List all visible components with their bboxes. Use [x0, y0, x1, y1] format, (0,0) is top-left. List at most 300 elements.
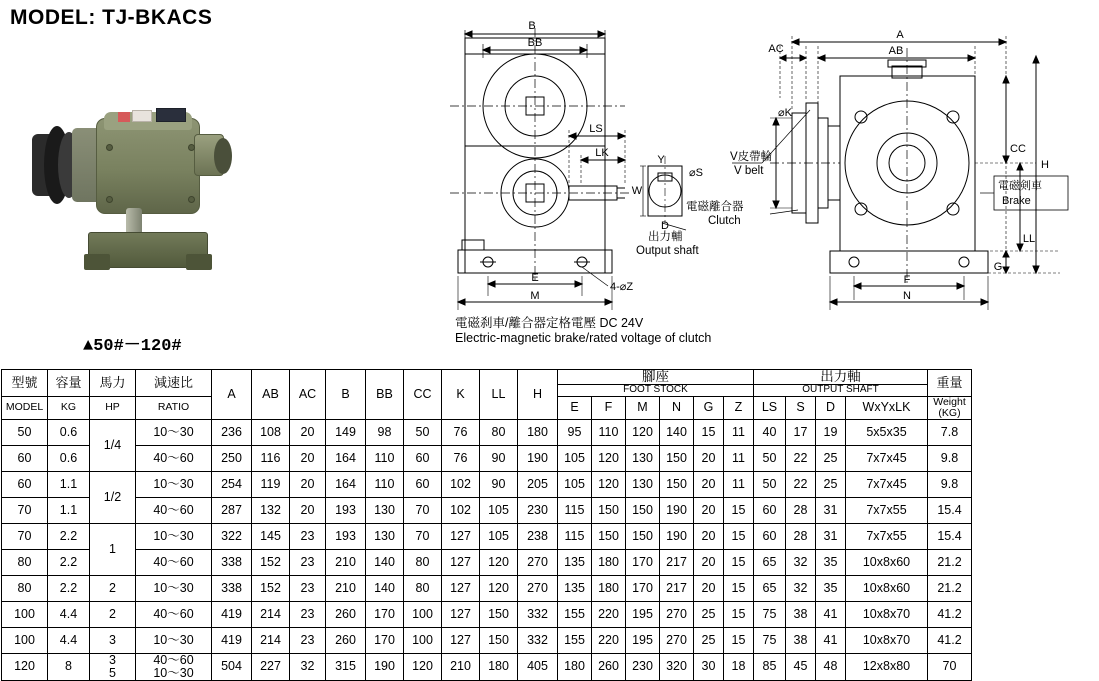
cell-weight: 9.8 — [928, 445, 972, 471]
cell-N: 190 — [660, 497, 694, 523]
cell-WxYxLK: 7x7x55 — [846, 497, 928, 523]
cell-LL: 120 — [480, 575, 518, 601]
cell-N: 150 — [660, 471, 694, 497]
cell-G: 20 — [694, 497, 724, 523]
cell-F: 260 — [592, 653, 626, 680]
cell-S: 28 — [786, 497, 816, 523]
cell-LS: 65 — [754, 575, 786, 601]
header-ratio-en: RATIO — [136, 396, 212, 419]
cell-S: 22 — [786, 471, 816, 497]
cell-A: 322 — [212, 523, 252, 549]
svg-text:AB: AB — [888, 45, 904, 57]
cell-weight: 70 — [928, 653, 972, 680]
cell-H: 230 — [518, 497, 558, 523]
cell-ratio: 40～60 — [136, 497, 212, 523]
cell-B: 149 — [326, 419, 366, 445]
table-row — [2, 575, 972, 601]
cell-E: 95 — [558, 419, 592, 445]
cell-hp: 1/4 — [90, 419, 136, 471]
cell-M: 130 — [626, 471, 660, 497]
cell-D: 35 — [816, 549, 846, 575]
cell-weight: 15.4 — [928, 497, 972, 523]
cell-capacity: 2.2 — [48, 549, 90, 575]
cell-WxYxLK: 5x5x35 — [846, 419, 928, 445]
cell-A: 236 — [212, 419, 252, 445]
cell-G: 20 — [694, 445, 724, 471]
cell-LS: 75 — [754, 627, 786, 653]
svg-text:⌀S: ⌀S — [689, 167, 703, 179]
cell-N: 150 — [660, 445, 694, 471]
cell-BB: 140 — [366, 575, 404, 601]
svg-text:BB: BB — [527, 37, 543, 49]
cell-model: 80 — [2, 549, 48, 575]
cell-D: 41 — [816, 627, 846, 653]
cell-Z: 11 — [724, 445, 754, 471]
cell-D: 25 — [816, 445, 846, 471]
svg-text:N: N — [903, 290, 911, 302]
cell-S: 22 — [786, 445, 816, 471]
svg-text:B: B — [528, 20, 536, 32]
photo-bolt — [106, 144, 113, 151]
cell-K: 76 — [442, 419, 480, 445]
cell-H: 238 — [518, 523, 558, 549]
cell-K: 210 — [442, 653, 480, 680]
cell-BB: 130 — [366, 497, 404, 523]
cell-model: 80 — [2, 575, 48, 601]
cell-M: 195 — [626, 601, 660, 627]
header-capacity-en: KG — [48, 396, 90, 419]
svg-text:F: F — [903, 274, 911, 286]
header-foot-N: N — [660, 396, 694, 419]
cell-weight: 15.4 — [928, 523, 972, 549]
cell-G: 25 — [694, 627, 724, 653]
cell-AB: 119 — [252, 471, 290, 497]
cell-ratio: 40～60 — [136, 549, 212, 575]
cell-BB: 140 — [366, 549, 404, 575]
cell-D: 19 — [816, 419, 846, 445]
cell-AC: 23 — [290, 601, 326, 627]
svg-text:Clutch: Clutch — [708, 215, 741, 227]
cell-D: 48 — [816, 653, 846, 680]
cell-G: 25 — [694, 601, 724, 627]
photo-right-flange — [214, 138, 232, 174]
cell-A: 419 — [212, 627, 252, 653]
cell-capacity: 4.4 — [48, 627, 90, 653]
cell-AB: 132 — [252, 497, 290, 523]
cell-K: 127 — [442, 523, 480, 549]
cell-N: 217 — [660, 575, 694, 601]
cell-LL: 90 — [480, 445, 518, 471]
table-row — [2, 471, 972, 497]
cell-capacity: 2.2 — [48, 575, 90, 601]
cell-H: 405 — [518, 653, 558, 680]
header-dim-LL: LL — [480, 370, 518, 420]
header-shaft-D: D — [816, 396, 846, 419]
cell-model: 50 — [2, 419, 48, 445]
header-foot-M: M — [626, 396, 660, 419]
cell-BB: 130 — [366, 523, 404, 549]
cell-WxYxLK: 7x7x45 — [846, 471, 928, 497]
cell-ratio: 10～30 — [136, 627, 212, 653]
cell-BB: 98 — [366, 419, 404, 445]
svg-text:H: H — [1041, 159, 1049, 171]
cell-capacity: 2.2 — [48, 523, 90, 549]
cell-LL: 150 — [480, 601, 518, 627]
cell-H: 332 — [518, 601, 558, 627]
cell-weight: 7.8 — [928, 419, 972, 445]
svg-text:D: D — [661, 220, 669, 232]
cell-E: 105 — [558, 471, 592, 497]
header-hp: 馬力 — [90, 370, 136, 397]
cell-weight: 41.2 — [928, 601, 972, 627]
cell-H: 270 — [518, 549, 558, 575]
cell-capacity: 0.6 — [48, 445, 90, 471]
cell-B: 260 — [326, 601, 366, 627]
cell-N: 320 — [660, 653, 694, 680]
cell-S: 32 — [786, 549, 816, 575]
page-title: MODEL: TJ-BKACS — [10, 6, 213, 29]
cell-S: 45 — [786, 653, 816, 680]
svg-text:V皮帶輪: V皮帶輪 — [730, 151, 773, 163]
cell-AC: 20 — [290, 471, 326, 497]
svg-text:4-⌀Z: 4-⌀Z — [610, 281, 634, 293]
cell-E: 135 — [558, 549, 592, 575]
cell-B: 164 — [326, 445, 366, 471]
cell-G: 20 — [694, 523, 724, 549]
cell-E: 155 — [558, 627, 592, 653]
cell-G: 20 — [694, 575, 724, 601]
header-dim-CC: CC — [404, 370, 442, 420]
cell-BB: 190 — [366, 653, 404, 680]
cell-A: 287 — [212, 497, 252, 523]
cell-D: 25 — [816, 471, 846, 497]
cell-E: 135 — [558, 575, 592, 601]
cell-D: 41 — [816, 601, 846, 627]
header-dim-BB: BB — [366, 370, 404, 420]
cell-H: 205 — [518, 471, 558, 497]
cell-H: 270 — [518, 575, 558, 601]
cell-M: 195 — [626, 627, 660, 653]
cell-LL: 120 — [480, 549, 518, 575]
svg-text:電磁離合器: 電磁離合器 — [686, 201, 744, 213]
cell-WxYxLK: 10x8x60 — [846, 575, 928, 601]
photo-label-dark — [156, 108, 186, 122]
cell-AC: 32 — [290, 653, 326, 680]
cell-capacity: 0.6 — [48, 419, 90, 445]
cell-N: 140 — [660, 419, 694, 445]
cell-H: 190 — [518, 445, 558, 471]
photo-label-white — [132, 110, 152, 122]
cell-hp: 1 — [90, 523, 136, 575]
header-ratio: 減速比 — [136, 370, 212, 397]
table-row — [2, 653, 972, 680]
cell-K: 102 — [442, 497, 480, 523]
cell-N: 270 — [660, 627, 694, 653]
voltage-note-en: Electric-magnetic brake/rated voltage of clutch — [455, 331, 712, 345]
cell-F: 120 — [592, 445, 626, 471]
cell-BB: 170 — [366, 627, 404, 653]
cell-F: 110 — [592, 419, 626, 445]
photo-label-red — [118, 112, 130, 122]
cell-CC: 60 — [404, 471, 442, 497]
svg-text:CC: CC — [1010, 143, 1026, 155]
cell-CC: 50 — [404, 419, 442, 445]
cell-K: 127 — [442, 601, 480, 627]
cell-N: 270 — [660, 601, 694, 627]
cell-AC: 23 — [290, 627, 326, 653]
cell-ratio: 10～30 — [136, 471, 212, 497]
product-photo — [22, 92, 232, 302]
cell-model: 120 — [2, 653, 48, 680]
table-row — [2, 601, 972, 627]
cell-Z: 18 — [724, 653, 754, 680]
cell-N: 190 — [660, 523, 694, 549]
cell-ratio: 40～60 — [136, 601, 212, 627]
cell-AB: 227 — [252, 653, 290, 680]
svg-text:LS: LS — [589, 123, 603, 135]
svg-text:V belt: V belt — [734, 165, 764, 177]
svg-text:出力輔: 出力輔 — [648, 231, 683, 243]
header-group-footstock: 腳座 — [558, 370, 754, 385]
cell-A: 254 — [212, 471, 252, 497]
header-weight-en: Weight (KG) — [928, 396, 972, 419]
cell-D: 35 — [816, 575, 846, 601]
cell-ratio: 40～60 — [136, 445, 212, 471]
cell-model: 70 — [2, 523, 48, 549]
cell-Z: 15 — [724, 549, 754, 575]
cell-F: 220 — [592, 601, 626, 627]
cell-BB: 110 — [366, 471, 404, 497]
cell-WxYxLK: 10x8x70 — [846, 601, 928, 627]
cell-WxYxLK: 12x8x80 — [846, 653, 928, 680]
svg-text:AC: AC — [768, 43, 784, 55]
cell-model: 70 — [2, 497, 48, 523]
spec-table — [1, 369, 972, 681]
cell-S: 38 — [786, 627, 816, 653]
header-foot-Z: Z — [724, 396, 754, 419]
cell-S: 32 — [786, 575, 816, 601]
header-dim-K: K — [442, 370, 480, 420]
cell-AC: 23 — [290, 575, 326, 601]
cell-LS: 60 — [754, 523, 786, 549]
header-group-outputshaft: 出力軸 — [754, 370, 928, 385]
cell-model: 60 — [2, 471, 48, 497]
cell-M: 130 — [626, 445, 660, 471]
cell-model: 60 — [2, 445, 48, 471]
cell-A: 504 — [212, 653, 252, 680]
cell-LL: 80 — [480, 419, 518, 445]
cell-A: 419 — [212, 601, 252, 627]
cell-AB: 152 — [252, 575, 290, 601]
cell-weight: 41.2 — [928, 627, 972, 653]
cell-G: 30 — [694, 653, 724, 680]
cell-E: 115 — [558, 523, 592, 549]
cell-M: 170 — [626, 549, 660, 575]
voltage-note-cn: 電磁刹車/離合器定格電壓 DC 24V — [455, 316, 644, 330]
table-body — [2, 419, 972, 680]
cell-Z: 15 — [724, 627, 754, 653]
cell-Z: 15 — [724, 523, 754, 549]
header-group-outputshaft-en: OUTPUT SHAFT — [754, 385, 928, 397]
svg-text:G: G — [993, 261, 1003, 273]
photo-foot-left — [84, 254, 110, 270]
cell-LL: 105 — [480, 497, 518, 523]
cell-BB: 170 — [366, 601, 404, 627]
header-model: 型號 — [2, 370, 48, 397]
photo-bolt — [188, 196, 195, 203]
header-dim-AB: AB — [252, 370, 290, 420]
cell-hp: 1/2 — [90, 471, 136, 523]
cell-AB: 108 — [252, 419, 290, 445]
cell-S: 28 — [786, 523, 816, 549]
cell-hp: 3 — [90, 627, 136, 653]
cell-AB: 152 — [252, 549, 290, 575]
header-group-footstock-en: FOOT STOCK — [558, 385, 754, 397]
cell-LL: 150 — [480, 627, 518, 653]
cell-AC: 20 — [290, 419, 326, 445]
cell-AC: 23 — [290, 523, 326, 549]
cell-E: 180 — [558, 653, 592, 680]
cell-M: 120 — [626, 419, 660, 445]
cell-LS: 40 — [754, 419, 786, 445]
header-weight: 重量 — [928, 370, 972, 397]
cell-CC: 80 — [404, 549, 442, 575]
cell-M: 230 — [626, 653, 660, 680]
cell-F: 150 — [592, 497, 626, 523]
table-row — [2, 497, 972, 523]
cell-AC: 20 — [290, 497, 326, 523]
cell-CC: 120 — [404, 653, 442, 680]
svg-text:LL: LL — [1022, 233, 1036, 245]
header-hp-en: HP — [90, 396, 136, 419]
cell-AB: 214 — [252, 627, 290, 653]
cell-B: 193 — [326, 497, 366, 523]
cell-CC: 70 — [404, 523, 442, 549]
cell-E: 155 — [558, 601, 592, 627]
size-range-caption: ▲50#－120# — [83, 337, 182, 356]
cell-AB: 214 — [252, 601, 290, 627]
cell-AB: 145 — [252, 523, 290, 549]
cell-CC: 60 — [404, 445, 442, 471]
cell-H: 180 — [518, 419, 558, 445]
cell-D: 31 — [816, 523, 846, 549]
svg-text:Y: Y — [657, 154, 665, 166]
cell-D: 31 — [816, 497, 846, 523]
cell-CC: 100 — [404, 601, 442, 627]
table-row — [2, 549, 972, 575]
photo-foot-right — [186, 254, 212, 270]
photo-bolt — [188, 144, 195, 151]
cell-Z: 15 — [724, 601, 754, 627]
cell-F: 150 — [592, 523, 626, 549]
cell-LL: 90 — [480, 471, 518, 497]
svg-text:A: A — [896, 29, 904, 41]
cell-Z: 11 — [724, 471, 754, 497]
cell-ratio: 10～30 — [136, 523, 212, 549]
table-header-row-1 — [2, 370, 972, 385]
header-foot-G: G — [694, 396, 724, 419]
cell-N: 217 — [660, 549, 694, 575]
cell-capacity: 8 — [48, 653, 90, 680]
cell-A: 338 — [212, 575, 252, 601]
header-shaft-S: S — [786, 396, 816, 419]
cell-capacity: 1.1 — [48, 497, 90, 523]
cell-M: 170 — [626, 575, 660, 601]
svg-text:M: M — [530, 290, 540, 302]
cell-CC: 100 — [404, 627, 442, 653]
cell-G: 15 — [694, 419, 724, 445]
cell-hp: 2 — [90, 601, 136, 627]
cell-B: 260 — [326, 627, 366, 653]
cell-Z: 15 — [724, 575, 754, 601]
cell-WxYxLK: 10x8x60 — [846, 549, 928, 575]
svg-text:W: W — [631, 185, 643, 197]
photo-bolt — [106, 196, 113, 203]
cell-LS: 50 — [754, 471, 786, 497]
cell-ratio: 10～30 — [136, 575, 212, 601]
cell-CC: 70 — [404, 497, 442, 523]
cell-F: 180 — [592, 575, 626, 601]
header-foot-F: F — [592, 396, 626, 419]
cell-M: 150 — [626, 523, 660, 549]
header-dim-AC: AC — [290, 370, 326, 420]
cell-K: 102 — [442, 471, 480, 497]
cell-capacity: 1.1 — [48, 471, 90, 497]
header-capacity: 容量 — [48, 370, 90, 397]
cell-F: 180 — [592, 549, 626, 575]
cell-LS: 65 — [754, 549, 786, 575]
cell-model: 100 — [2, 627, 48, 653]
header-shaft-WYLK: WxYxLK — [846, 396, 928, 419]
cell-model: 100 — [2, 601, 48, 627]
cell-B: 210 — [326, 575, 366, 601]
svg-text:電磁剣車: 電磁剣車 — [998, 180, 1042, 192]
cell-K: 127 — [442, 549, 480, 575]
cell-S: 17 — [786, 419, 816, 445]
cell-ratio: 10～30 — [136, 419, 212, 445]
cell-S: 38 — [786, 601, 816, 627]
cell-K: 127 — [442, 575, 480, 601]
cell-A: 250 — [212, 445, 252, 471]
cell-E: 105 — [558, 445, 592, 471]
cell-Z: 11 — [724, 419, 754, 445]
cell-AB: 116 — [252, 445, 290, 471]
cell-LL: 105 — [480, 523, 518, 549]
cell-LS: 50 — [754, 445, 786, 471]
cell-K: 127 — [442, 627, 480, 653]
cell-B: 193 — [326, 523, 366, 549]
table-row — [2, 445, 972, 471]
cell-WxYxLK: 7x7x45 — [846, 445, 928, 471]
cell-B: 315 — [326, 653, 366, 680]
cell-B: 210 — [326, 549, 366, 575]
svg-text:Output shaft: Output shaft — [636, 245, 699, 257]
header-dim-H: H — [518, 370, 558, 420]
cell-BB: 110 — [366, 445, 404, 471]
cell-B: 164 — [326, 471, 366, 497]
cell-weight: 21.2 — [928, 549, 972, 575]
cell-capacity: 4.4 — [48, 601, 90, 627]
cell-G: 20 — [694, 549, 724, 575]
svg-text:Brake: Brake — [1002, 195, 1031, 207]
cell-AC: 20 — [290, 445, 326, 471]
table-row — [2, 523, 972, 549]
cell-WxYxLK: 7x7x55 — [846, 523, 928, 549]
header-dim-B: B — [326, 370, 366, 420]
cell-ratio: 40～60 10～30 — [136, 653, 212, 680]
cell-H: 332 — [518, 627, 558, 653]
svg-text:LK: LK — [595, 147, 609, 159]
